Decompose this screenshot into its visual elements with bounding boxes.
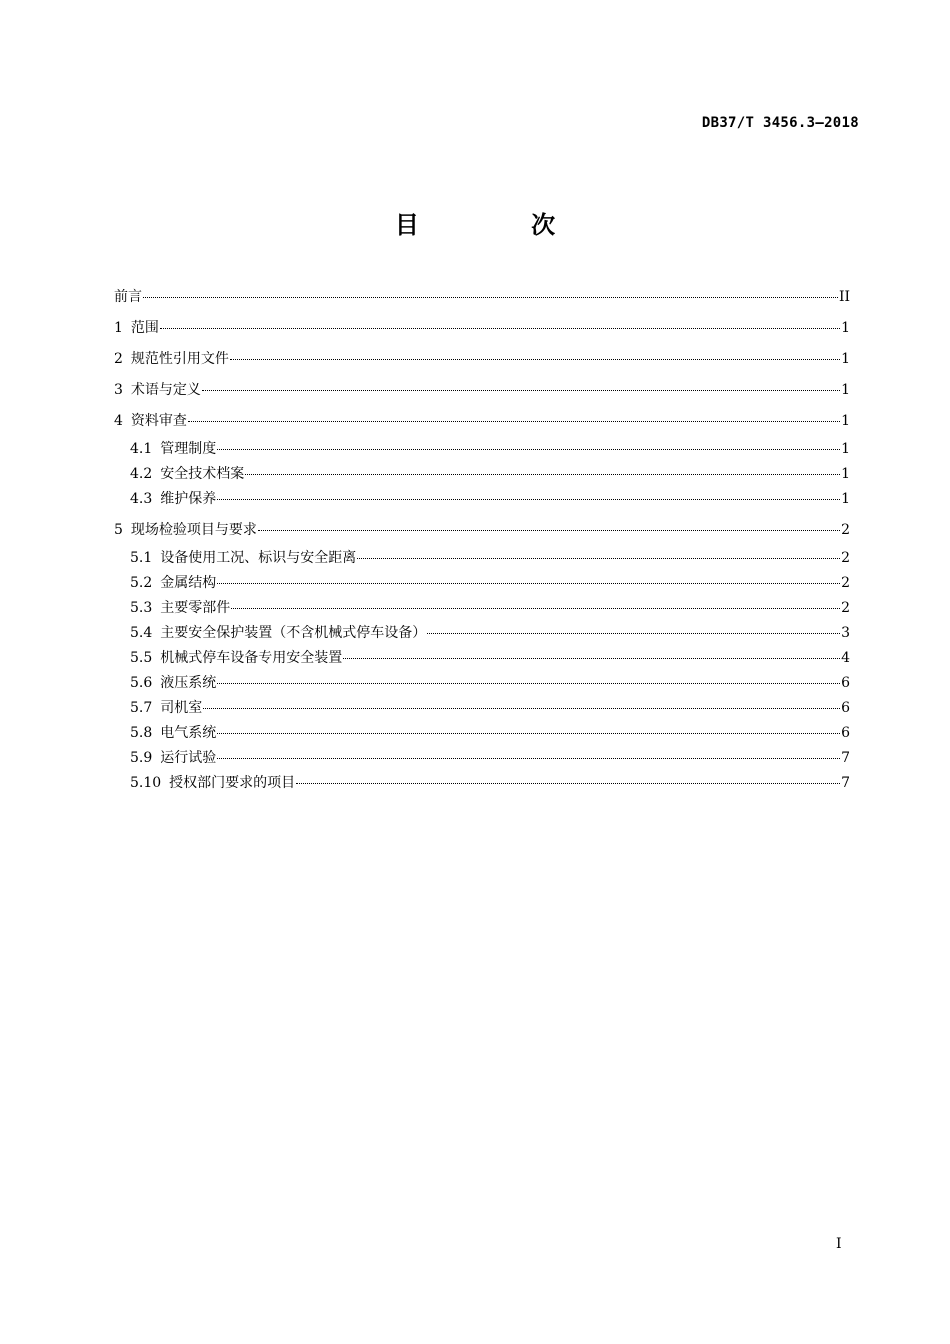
toc-entry-number: 2 xyxy=(114,351,123,367)
toc-entry-3[interactable] xyxy=(114,378,850,409)
toc-entry-5-6[interactable] xyxy=(114,671,850,696)
toc-dot-leader xyxy=(343,658,840,659)
toc-entry-text: 司机室 xyxy=(160,700,203,716)
toc-entry-text: 金属结构 xyxy=(160,575,217,591)
toc-entry-4-2[interactable] xyxy=(114,462,850,487)
toc-dot-leader xyxy=(245,474,840,475)
toc-entry-text: 设备使用工况、标识与安全距离 xyxy=(160,550,357,566)
toc-entry-page: 7 xyxy=(841,775,850,791)
toc-dot-leader xyxy=(296,783,840,784)
toc-entry-text: 授权部门要求的项目 xyxy=(169,775,296,791)
toc-entry-5-5[interactable] xyxy=(114,646,850,671)
toc-entry-text: 安全技术档案 xyxy=(160,466,245,482)
toc-entry-text: 范围 xyxy=(130,320,159,336)
toc-entry-5-8[interactable] xyxy=(114,721,850,746)
toc-entry-text: 管理制度 xyxy=(160,441,217,457)
toc-entry-number: 4.3 xyxy=(130,491,153,507)
toc-entry-text: 液压系统 xyxy=(160,675,217,691)
toc-entry-number: 5.6 xyxy=(130,675,153,691)
toc-entry-number: 5.9 xyxy=(130,750,153,766)
toc-entry-number: 4 xyxy=(114,413,123,429)
toc-dot-leader xyxy=(217,758,840,759)
toc-entry-page: 2 xyxy=(841,575,850,591)
toc-entry-number: 5.5 xyxy=(130,650,153,666)
toc-entry-1[interactable] xyxy=(114,316,850,347)
toc-entry-text: 维护保养 xyxy=(160,491,217,507)
toc-dot-leader xyxy=(427,633,840,634)
toc-entry-5-2[interactable] xyxy=(114,571,850,596)
toc-entry-number: 5.1 xyxy=(130,550,153,566)
toc-entry-text: 术语与定义 xyxy=(130,382,201,398)
toc-entry-number: 4.1 xyxy=(130,441,153,457)
toc-entry-page: 6 xyxy=(841,700,850,716)
toc-dot-leader xyxy=(143,297,838,298)
toc-dot-leader xyxy=(258,530,840,531)
toc-entry-page: II xyxy=(838,289,850,305)
toc-entry-text: 主要零部件 xyxy=(160,600,231,616)
toc-entry-number: 4.2 xyxy=(130,466,153,482)
toc-entry-page: 1 xyxy=(841,351,850,367)
toc-dot-leader xyxy=(160,328,840,329)
toc-entry-number: 5.2 xyxy=(130,575,153,591)
toc-entry-text: 前言 xyxy=(114,289,142,305)
table-of-contents xyxy=(114,285,850,796)
toc-entry-5-7[interactable] xyxy=(114,696,850,721)
toc-title: 目 次 xyxy=(394,211,608,239)
toc-dot-leader xyxy=(217,449,840,450)
toc-entry-4[interactable] xyxy=(114,409,850,437)
toc-dot-leader xyxy=(203,708,840,709)
toc-dot-leader xyxy=(217,583,840,584)
toc-entry-number: 5 xyxy=(114,522,123,538)
toc-dot-leader xyxy=(202,390,840,391)
toc-entry-page: 2 xyxy=(841,522,850,538)
toc-entry-preface[interactable] xyxy=(114,285,850,316)
toc-entry-page: 4 xyxy=(841,650,850,666)
toc-entry-text: 主要安全保护装置（不含机械式停车设备） xyxy=(160,625,427,641)
toc-dot-leader xyxy=(357,558,840,559)
toc-entry-page: 7 xyxy=(841,750,850,766)
toc-entry-page: 2 xyxy=(841,550,850,566)
toc-entry-4-3[interactable] xyxy=(114,487,850,518)
toc-dot-leader xyxy=(231,608,840,609)
toc-entry-page: 1 xyxy=(841,491,850,507)
toc-dot-leader xyxy=(217,499,840,500)
toc-entry-number: 5.4 xyxy=(130,625,153,641)
toc-entry-number: 5.3 xyxy=(130,600,153,616)
toc-entry-text: 运行试验 xyxy=(160,750,217,766)
toc-entry-page: 1 xyxy=(841,382,850,398)
toc-entry-2[interactable] xyxy=(114,347,850,378)
toc-entry-number: 3 xyxy=(114,382,123,398)
toc-entry-page: 3 xyxy=(841,625,850,641)
toc-entry-page: 1 xyxy=(841,441,850,457)
toc-entry-text: 资料审查 xyxy=(130,413,187,429)
toc-entry-page: 1 xyxy=(841,466,850,482)
toc-entry-page: 1 xyxy=(841,413,850,429)
toc-dot-leader xyxy=(217,683,840,684)
toc-entry-text: 机械式停车设备专用安全装置 xyxy=(160,650,343,666)
toc-entry-5-1[interactable] xyxy=(114,546,850,571)
document-code: DB37/T 3456.3—2018 xyxy=(701,115,859,131)
toc-dot-leader xyxy=(188,421,840,422)
toc-entry-page: 1 xyxy=(841,320,850,336)
toc-entry-number: 5.7 xyxy=(130,700,153,716)
toc-entry-text: 电气系统 xyxy=(160,725,217,741)
toc-entry-5-10[interactable] xyxy=(114,771,850,796)
toc-entry-number: 5.8 xyxy=(130,725,153,741)
toc-entry-5-3[interactable] xyxy=(114,596,850,621)
toc-entry-4-1[interactable] xyxy=(114,437,850,462)
toc-dot-leader xyxy=(217,733,840,734)
toc-entry-5-9[interactable] xyxy=(114,746,850,771)
toc-entry-5-4[interactable] xyxy=(114,621,850,646)
toc-entry-text: 规范性引用文件 xyxy=(130,351,229,367)
toc-entry-page: 6 xyxy=(841,675,850,691)
toc-entry-5[interactable] xyxy=(114,518,850,546)
toc-entry-number: 5.10 xyxy=(130,775,162,791)
toc-entry-page: 2 xyxy=(841,600,850,616)
toc-dot-leader xyxy=(230,359,840,360)
toc-entry-text: 现场检验项目与要求 xyxy=(130,522,257,538)
toc-entry-page: 6 xyxy=(841,725,850,741)
toc-entry-number: 1 xyxy=(114,320,123,336)
page-number: I xyxy=(836,1236,842,1252)
